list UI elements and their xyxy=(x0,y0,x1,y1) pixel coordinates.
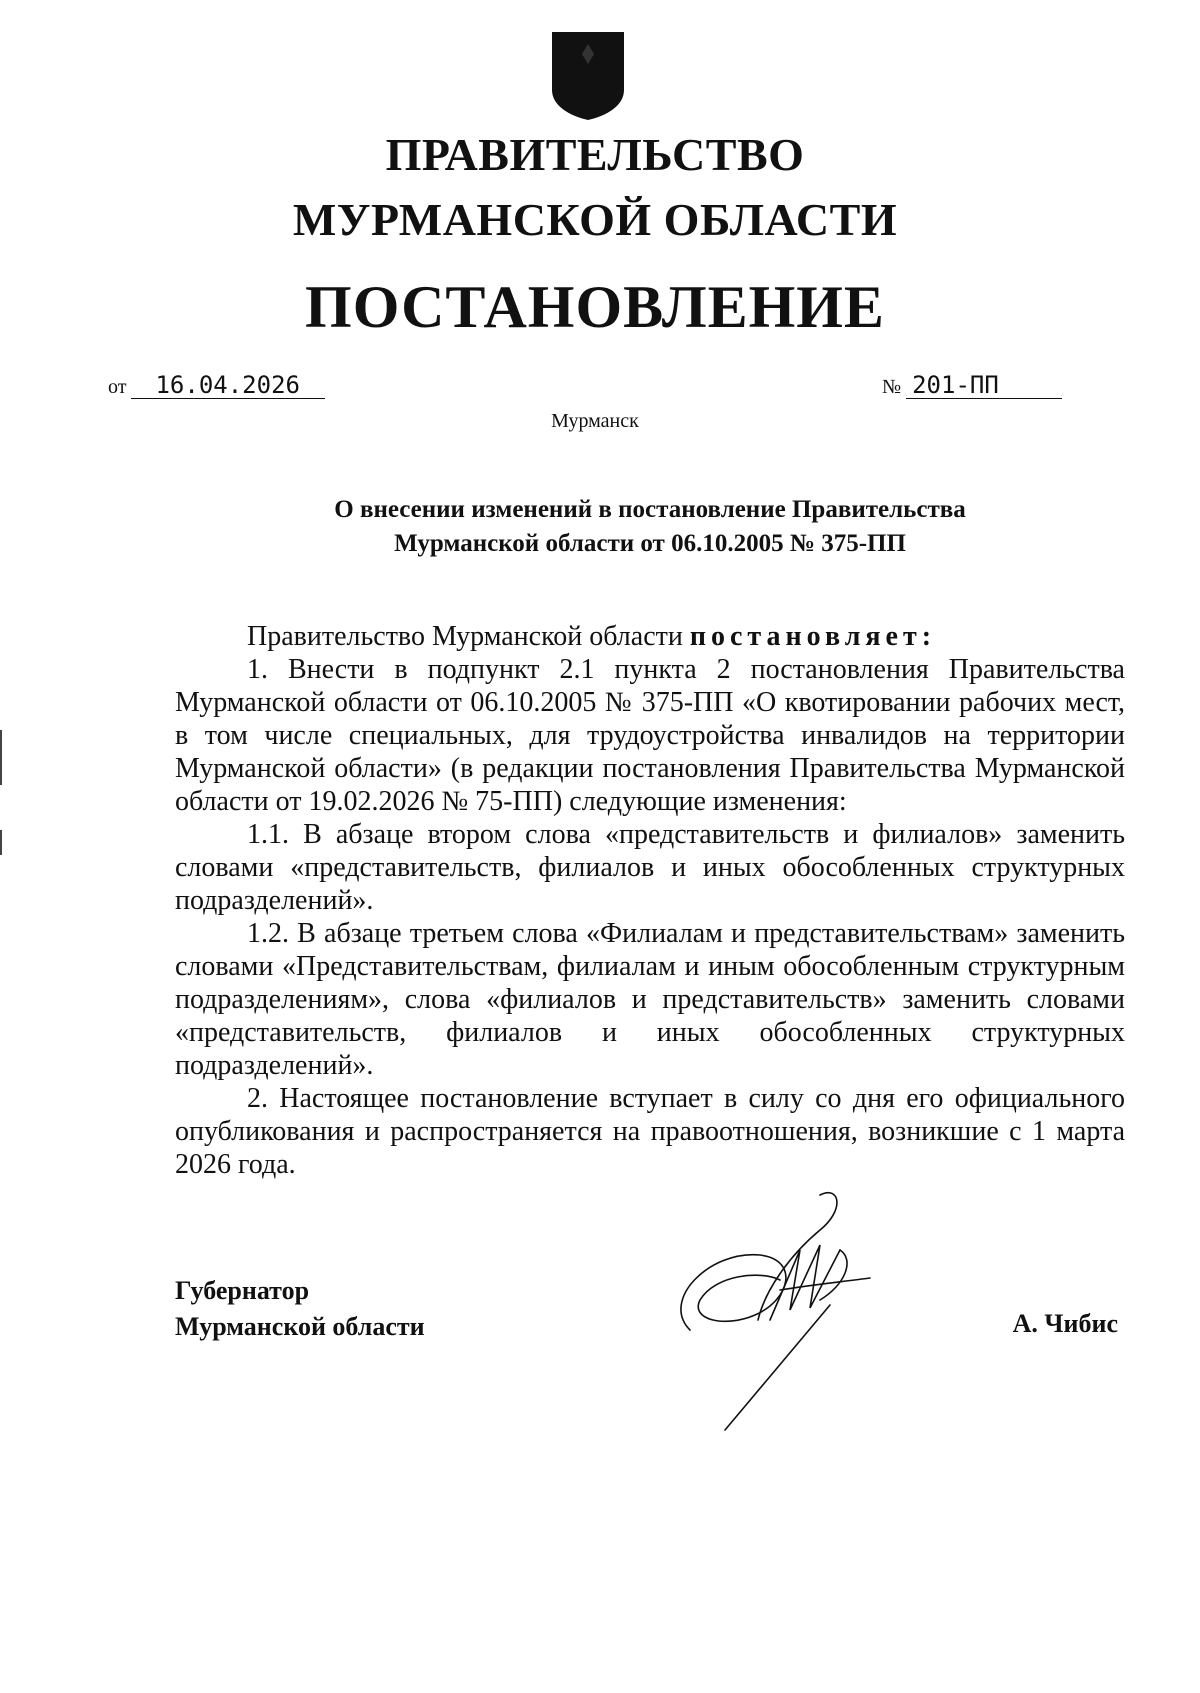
date-prefix: от xyxy=(108,376,127,398)
scan-edge-mark xyxy=(0,730,2,785)
paragraph-1-1: 1.1. В абзаце втором слова «представительств и филиалов» заменить словами «представительств, филиалов и иных обособленных структурных подразделений». xyxy=(175,819,1125,916)
subject-line2: Мурманской области от 06.10.2005 № 375-ПП xyxy=(394,530,906,557)
paragraph-2: 2. Настоящее постановление вступает в силу со дня его официального опубликования и распространяется на правоотношения, возникшие с 1 марта 2026 года. xyxy=(175,1083,1125,1180)
handwritten-signature xyxy=(670,1190,900,1435)
document-type-title: ПОСТАНОВЛЕНИЕ xyxy=(305,274,885,340)
number-prefix: № xyxy=(882,376,902,398)
intro-text: Правительство Мурманской области xyxy=(247,621,690,652)
position-line2: Мурманской области xyxy=(175,1312,425,1341)
document-body xyxy=(175,620,1125,1181)
position-line1: Губернатор xyxy=(175,1276,310,1305)
signatory-position xyxy=(175,1273,425,1345)
subject-line1: О внесении изменений в постановление Правительства xyxy=(334,496,966,523)
scan-edge-mark xyxy=(0,830,2,855)
coat-of-arms-icon xyxy=(548,30,628,122)
paragraph-1-2: 1.2. В абзаце третьем слова «Филиалам и представительствам» заменить словами «Представительствам, филиалам и иным обособленным структурным подразделениям», слова «филиалов и представительств» заменить словами «представительств, филиалов и иных обособленных структурных подразделений». xyxy=(175,918,1125,1081)
intro-decree-word: постановляет: xyxy=(689,621,937,652)
intro-paragraph xyxy=(175,620,1125,653)
government-title-line1: ПРАВИТЕЛЬСТВО xyxy=(385,129,805,180)
document-number xyxy=(882,372,1062,399)
signatory-name: А. Чибис xyxy=(1012,1309,1118,1338)
city-name: Мурманск xyxy=(551,410,639,432)
document-subject xyxy=(0,493,1200,561)
government-title-line2: МУРМАНСКОЙ ОБЛАСТИ xyxy=(292,194,898,245)
date-value: 16.04.2026 xyxy=(131,372,325,399)
document-date xyxy=(108,372,325,399)
paragraph-1: 1. Внести в подпункт 2.1 пункта 2 постановления Правительства Мурманской области от 06.10.2005 № 375-ПП «О квотировании рабочих мест, в том числе специальных, для трудоустройства инвалидов на территории Мурманской области» (в редакции постановления Правительства Мурманской области от 19.02.2026 № 75-ПП) следующие изменения: xyxy=(175,654,1125,817)
number-value: 201-ПП xyxy=(906,372,1062,399)
